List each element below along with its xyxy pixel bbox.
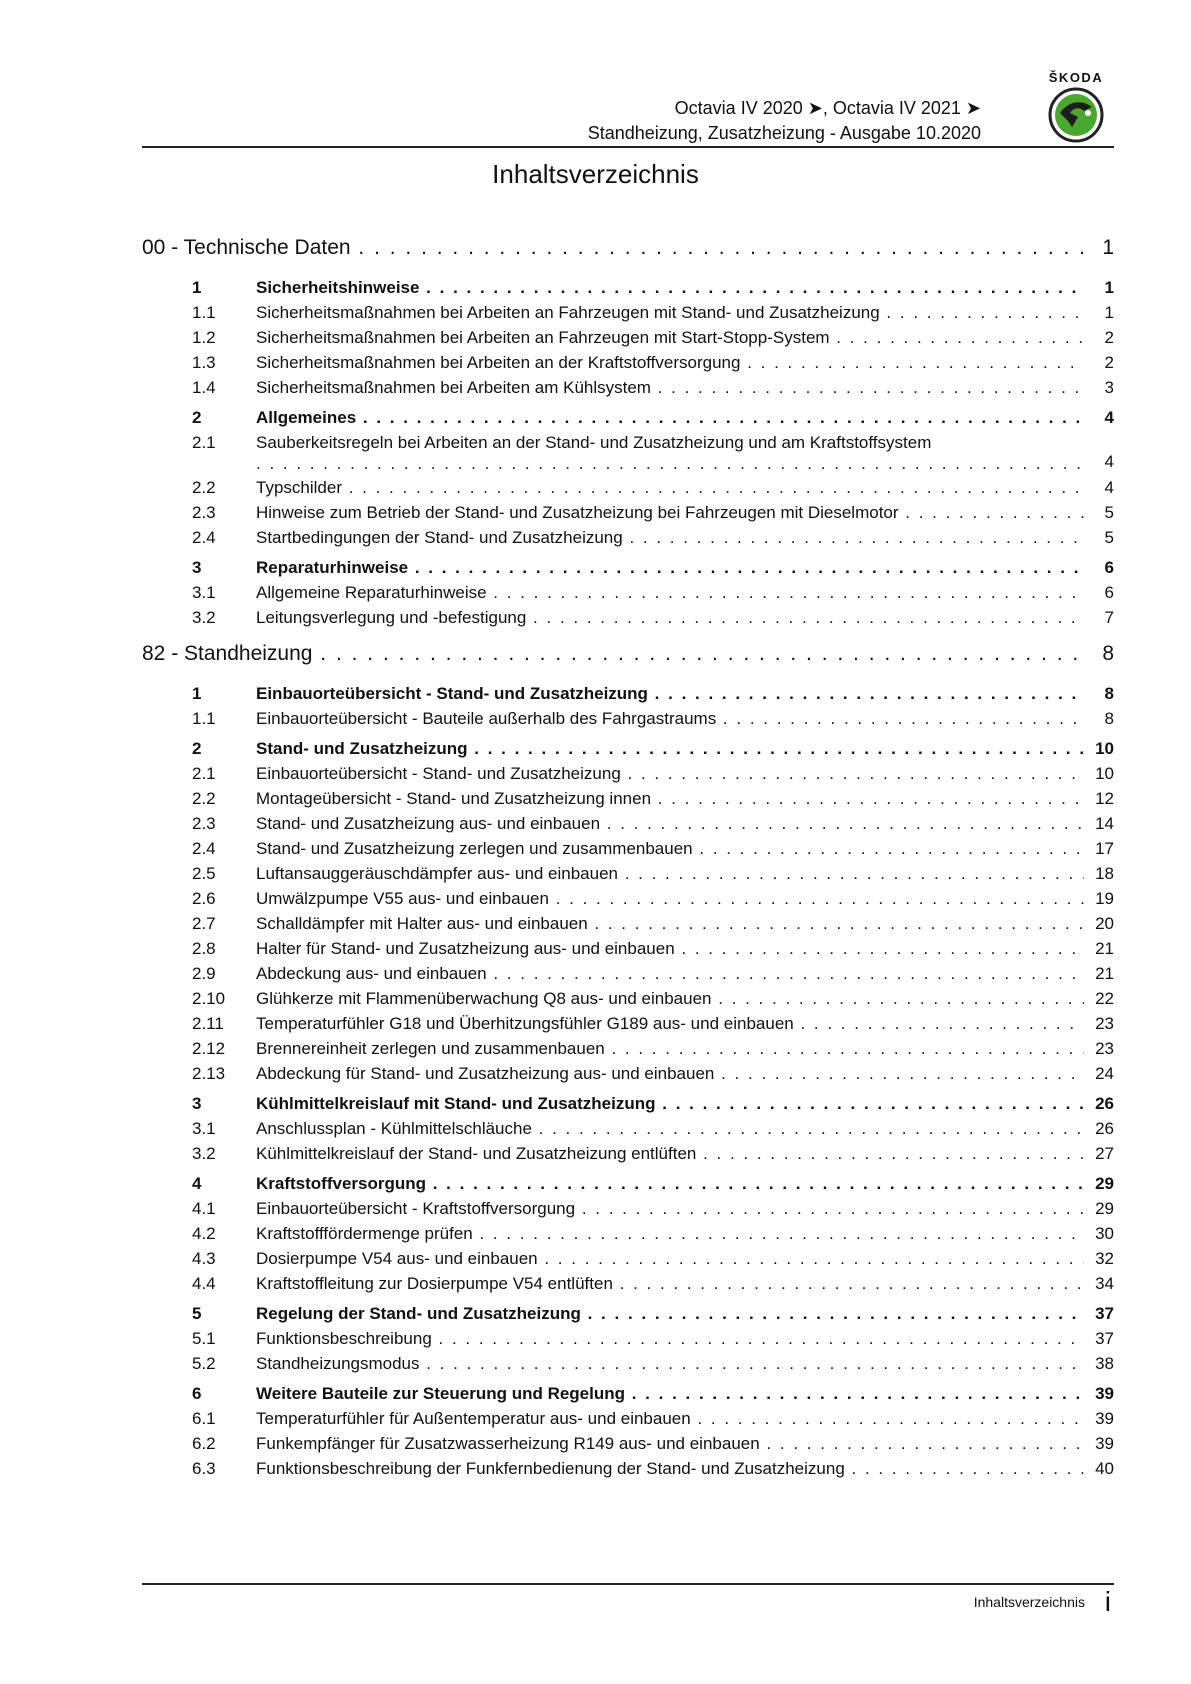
toc-entry-title: Kühlmittelkreislauf der Stand- und Zusatzheizung entlüften . . . xyxy=(256,1144,1084,1164)
toc-entry-sub[interactable] xyxy=(142,886,1114,911)
toc-entry-chapter[interactable] xyxy=(142,634,1114,676)
toc-entry-sub[interactable] xyxy=(142,861,1114,886)
toc-entry-title: Temperaturfühler für Außentemperatur aus- und einbauen . . . xyxy=(256,1409,1084,1429)
toc-entry-sub[interactable] xyxy=(142,1246,1114,1271)
toc-entry-number: 1.1 xyxy=(192,303,216,322)
toc-entry-title: Stand- und Zusatzheizung . . . xyxy=(256,739,1084,759)
toc-entry-sub[interactable] xyxy=(142,580,1114,605)
toc-entry-title: Reparaturhinweise . . . xyxy=(256,558,1084,578)
toc-entry-page: 14 xyxy=(1095,814,1114,833)
toc-entry-number: 2.2 xyxy=(192,789,216,808)
toc-entry-page: 24 xyxy=(1095,1064,1114,1083)
toc-entry-page: 10 xyxy=(1095,764,1114,783)
toc-entry-title: Weitere Bauteile zur Steuerung und Regelung . . . xyxy=(256,1384,1084,1404)
toc-entry-title: Sauberkeitsregeln bei Arbeiten an der Stand- und Zusatzheizung und am Kraftstoffsystem xyxy=(256,433,932,452)
toc-entry-number: 4 xyxy=(192,1174,202,1193)
toc-entry-title: Typschilder . . . xyxy=(256,478,1084,498)
toc-entry-number: 2.7 xyxy=(192,914,216,933)
toc-entry-title: Einbauorteübersicht - Stand- und Zusatzheizung . . . xyxy=(256,684,1084,704)
toc-entry-page: 38 xyxy=(1095,1354,1114,1373)
toc-entry-title: Funktionsbeschreibung . . . xyxy=(256,1329,1084,1349)
toc-entry-page: 1 xyxy=(1104,303,1114,322)
toc-entry-page: 1 xyxy=(1102,236,1114,259)
toc-entry-page: 17 xyxy=(1095,839,1114,858)
toc-entry-number: 4.4 xyxy=(192,1274,216,1293)
toc-entry-page: 39 xyxy=(1095,1409,1114,1428)
toc-entry-number: 3 xyxy=(192,558,202,577)
toc-entry-number: 6 xyxy=(192,1384,202,1403)
brand-wordmark: ŠKODA xyxy=(1048,70,1104,85)
toc-entry-page: 2 xyxy=(1104,328,1114,347)
toc-entry-sub[interactable] xyxy=(142,1141,1114,1166)
toc-entry-page: 5 xyxy=(1104,528,1114,547)
toc-entry-title: Kraftstofffördermenge prüfen . . . xyxy=(256,1224,1084,1244)
toc-entry-sub[interactable] xyxy=(142,961,1114,986)
toc-entry-page: 22 xyxy=(1095,989,1114,1008)
toc-entry-sub[interactable] xyxy=(142,525,1114,550)
toc-entry-title: Einbauorteübersicht - Kraftstoffversorgung . . . xyxy=(256,1199,1084,1219)
toc-entry-number: 3 xyxy=(192,1094,202,1113)
toc-entry-sub[interactable] xyxy=(142,1431,1114,1456)
toc-entry-page: 39 xyxy=(1095,1384,1114,1403)
toc-entry-number: 2.3 xyxy=(192,814,216,833)
toc-entry-number: 5 xyxy=(192,1304,202,1323)
page-title: Inhaltsverzeichnis xyxy=(492,159,699,189)
toc-entry-page: 21 xyxy=(1095,939,1114,958)
toc-entry-number: 2.13 xyxy=(192,1064,226,1083)
toc-entry-number: 1 xyxy=(192,278,202,297)
toc-entry-number: 1 xyxy=(192,684,202,703)
toc-entry-chapter[interactable] xyxy=(142,228,1114,270)
toc-entry-section[interactable] xyxy=(142,1301,1114,1326)
toc-entry-number: 2.2 xyxy=(192,478,216,497)
table-of-contents xyxy=(142,224,1114,1481)
toc-entry-page: 40 xyxy=(1095,1459,1114,1478)
toc-entry-page: 39 xyxy=(1095,1434,1114,1453)
toc-dot-leader xyxy=(256,454,1084,474)
toc-entry-title: Umwälzpumpe V55 aus- und einbauen . . . xyxy=(256,889,1084,909)
toc-entry-number: 2.8 xyxy=(192,939,216,958)
toc-entry-page: 6 xyxy=(1104,583,1114,602)
toc-entry-page: 8 xyxy=(1104,684,1114,703)
toc-entry-title: Startbedingungen der Stand- und Zusatzheizung . . . xyxy=(256,528,1084,548)
toc-entry-sub[interactable] xyxy=(142,1351,1114,1376)
toc-entry-sub[interactable] xyxy=(142,1456,1114,1481)
toc-entry-sub[interactable] xyxy=(142,986,1114,1011)
toc-entry-title: Anschlussplan - Kühlmittelschläuche . . . xyxy=(256,1119,1084,1139)
toc-entry-title: Funktionsbeschreibung der Funkfernbedienung der Stand- und Zusatzheizung . . . xyxy=(256,1459,1084,1479)
toc-entry-number: 1.2 xyxy=(192,328,216,347)
toc-entry-sub[interactable] xyxy=(142,1061,1114,1086)
toc-entry-page: 30 xyxy=(1095,1224,1114,1243)
toc-entry-page: 2 xyxy=(1104,353,1114,372)
toc-entry-number: 2.3 xyxy=(192,503,216,522)
toc-entry-title: Sicherheitsmaßnahmen bei Arbeiten an Fahrzeugen mit Start-Stopp-System . . . xyxy=(256,328,1084,348)
toc-entry-title: Halter für Stand- und Zusatzheizung aus- und einbauen . . . xyxy=(256,939,1084,959)
toc-entry-page: 23 xyxy=(1095,1014,1114,1033)
toc-entry-page: 8 xyxy=(1102,642,1114,665)
toc-entry-number: 2 xyxy=(192,408,202,427)
footer-divider xyxy=(142,1583,1114,1585)
toc-entry-title: 00 - Technische Daten . . . xyxy=(142,236,1084,260)
toc-entry-sub[interactable] xyxy=(142,475,1114,500)
toc-entry-page: 34 xyxy=(1095,1274,1114,1293)
toc-entry-page: 29 xyxy=(1095,1199,1114,1218)
toc-entry-page: 5 xyxy=(1104,503,1114,522)
toc-entry-sub[interactable] xyxy=(142,911,1114,936)
toc-entry-sub[interactable] xyxy=(142,1221,1114,1246)
toc-entry-page: 26 xyxy=(1095,1119,1114,1138)
toc-entry-sub[interactable] xyxy=(142,1036,1114,1061)
toc-entry-page: 23 xyxy=(1095,1039,1114,1058)
toc-entry-section[interactable] xyxy=(142,1171,1114,1196)
toc-entry-number: 2.5 xyxy=(192,864,216,883)
toc-entry-number: 2.4 xyxy=(192,528,216,547)
document-header xyxy=(588,96,981,146)
toc-entry-number: 2.6 xyxy=(192,889,216,908)
toc-entry-number: 1.3 xyxy=(192,353,216,372)
toc-entry-page: 27 xyxy=(1095,1144,1114,1163)
toc-entry-title: Luftansauggeräuschdämpfer aus- und einbauen . . . xyxy=(256,864,1084,884)
toc-entry-page: 29 xyxy=(1095,1174,1114,1193)
toc-entry-title: Abdeckung für Stand- und Zusatzheizung aus- und einbauen . . . xyxy=(256,1064,1084,1084)
toc-entry-page: 1 xyxy=(1104,278,1114,297)
toc-entry-sub[interactable] xyxy=(142,706,1114,731)
skoda-emblem-icon xyxy=(1048,87,1104,143)
toc-entry-page: 21 xyxy=(1095,964,1114,983)
toc-entry-number: 3.2 xyxy=(192,1144,216,1163)
toc-entry-page: 3 xyxy=(1104,378,1114,397)
toc-entry-sub[interactable] xyxy=(142,936,1114,961)
toc-entry-page: 4 xyxy=(1104,478,1114,497)
toc-entry-number: 2.1 xyxy=(192,764,216,783)
toc-entry-title: Standheizungsmodus . . . xyxy=(256,1354,1084,1374)
toc-entry-number: 4.3 xyxy=(192,1249,216,1268)
toc-entry-number: 4.1 xyxy=(192,1199,216,1218)
toc-entry-page: 37 xyxy=(1095,1329,1114,1348)
toc-entry-section[interactable] xyxy=(142,681,1114,706)
toc-entry-title: Hinweise zum Betrieb der Stand- und Zusatzheizung bei Fahrzeugen mit Dieselmotor . . . xyxy=(256,503,1084,523)
toc-entry-number: 2.12 xyxy=(192,1039,226,1058)
toc-entry-number: 3.2 xyxy=(192,608,216,627)
toc-entry-sub[interactable] xyxy=(142,605,1114,630)
toc-entry-number: 2.4 xyxy=(192,839,216,858)
toc-entry-page: 19 xyxy=(1095,889,1114,908)
toc-entry-page: 6 xyxy=(1104,558,1114,577)
toc-entry-number: 1.4 xyxy=(192,378,216,397)
header-subject-line: Standheizung, Zusatzheizung - Ausgabe 10.2020 xyxy=(587,123,981,143)
toc-entry-title: 82 - Standheizung . . . xyxy=(142,642,1084,666)
toc-entry-number: 2.11 xyxy=(192,1014,224,1033)
toc-entry-sub[interactable] xyxy=(142,786,1114,811)
header-model-line: Octavia IV 2020 ➤, Octavia IV 2021 ➤ xyxy=(674,98,981,118)
toc-entry-title: Sicherheitshinweise . . . xyxy=(256,278,1084,298)
toc-entry-title: Sicherheitsmaßnahmen bei Arbeiten an Fahrzeugen mit Stand- und Zusatzheizung . . . xyxy=(256,303,1084,323)
toc-entry-section[interactable] xyxy=(142,555,1114,580)
toc-entry-title: Kühlmittelkreislauf mit Stand- und Zusatzheizung . . . xyxy=(256,1094,1084,1114)
toc-entry-number: 3.1 xyxy=(192,583,216,602)
toc-entry-page: 32 xyxy=(1095,1249,1114,1268)
toc-entry-page: 18 xyxy=(1095,864,1114,883)
toc-entry-title: Kraftstoffversorgung . . . xyxy=(256,1174,1084,1194)
toc-entry-number: 5.2 xyxy=(192,1354,216,1373)
toc-entry-title: Brennereinheit zerlegen und zusammenbauen . . . xyxy=(256,1039,1084,1059)
toc-entry-section[interactable] xyxy=(142,1381,1114,1406)
footer-label: Inhaltsverzeichnis xyxy=(973,1594,1085,1610)
toc-entry-title: Sicherheitsmaßnahmen bei Arbeiten am Kühlsystem . . . xyxy=(256,378,1084,398)
toc-entry-number: 2.10 xyxy=(192,989,226,1008)
toc-entry-title: Stand- und Zusatzheizung aus- und einbauen . . . xyxy=(256,814,1084,834)
toc-entry-page: 8 xyxy=(1104,709,1114,728)
toc-entry-number: 2 xyxy=(192,739,202,758)
toc-entry-title: Funkempfänger für Zusatzwasserheizung R149 aus- und einbauen . . . xyxy=(256,1434,1084,1454)
toc-entry-page: 10 xyxy=(1095,739,1114,758)
toc-entry-page: 37 xyxy=(1095,1304,1114,1323)
toc-entry-number: 6.2 xyxy=(192,1434,216,1453)
toc-entry-number: 3.1 xyxy=(192,1119,216,1138)
toc-entry-wrap[interactable] xyxy=(142,430,1114,475)
toc-entry-title: Montageübersicht - Stand- und Zusatzheizung innen . . . xyxy=(256,789,1084,809)
toc-entry-sub[interactable] xyxy=(142,325,1114,350)
toc-entry-section[interactable] xyxy=(142,736,1114,761)
toc-entry-page: 12 xyxy=(1095,789,1114,808)
toc-entry-title: Einbauorteübersicht - Bauteile außerhalb des Fahrgastraums . . . xyxy=(256,709,1084,729)
toc-entry-title: Schalldämpfer mit Halter aus- und einbauen . . . xyxy=(256,914,1084,934)
toc-entry-title: Allgemeines . . . xyxy=(256,408,1084,428)
toc-entry-sub[interactable] xyxy=(142,811,1114,836)
toc-entry-title: Abdeckung aus- und einbauen . . . xyxy=(256,964,1084,984)
header-divider xyxy=(142,146,1114,148)
toc-entry-sub[interactable] xyxy=(142,375,1114,400)
toc-entry-number: 2.9 xyxy=(192,964,216,983)
toc-entry-title: Sicherheitsmaßnahmen bei Arbeiten an der Kraftstoffversorgung . . . xyxy=(256,353,1084,373)
toc-entry-sub[interactable] xyxy=(142,1011,1114,1036)
toc-entry-title: Allgemeine Reparaturhinweise . . . xyxy=(256,583,1084,603)
toc-entry-title: Stand- und Zusatzheizung zerlegen und zusammenbauen . . . xyxy=(256,839,1084,859)
toc-entry-number: 6.1 xyxy=(192,1409,216,1428)
toc-entry-title: Dosierpumpe V54 aus- und einbauen . . . xyxy=(256,1249,1084,1269)
toc-entry-title: Leitungsverlegung und -befestigung . . . xyxy=(256,608,1084,628)
toc-entry-sub[interactable] xyxy=(142,836,1114,861)
toc-entry-page: 20 xyxy=(1095,914,1114,933)
toc-entry-number: 2.1 xyxy=(192,433,216,452)
toc-entry-title: Glühkerze mit Flammenüberwachung Q8 aus- und einbauen . . . xyxy=(256,989,1084,1009)
toc-entry-number: 5.1 xyxy=(192,1329,216,1348)
toc-entry-page: 7 xyxy=(1104,608,1114,627)
toc-entry-title: Kraftstoffleitung zur Dosierpumpe V54 entlüften . . . xyxy=(256,1274,1084,1294)
toc-entry-sub[interactable] xyxy=(142,500,1114,525)
toc-entry-title: Einbauorteübersicht - Stand- und Zusatzheizung . . . xyxy=(256,764,1084,784)
toc-entry-sub[interactable] xyxy=(142,1326,1114,1351)
toc-entry-sub[interactable] xyxy=(142,1271,1114,1296)
footer-page-number: i xyxy=(1104,1586,1111,1617)
toc-entry-page: 4 xyxy=(1104,408,1114,427)
toc-entry-sub[interactable] xyxy=(142,1116,1114,1141)
toc-entry-sub[interactable] xyxy=(142,1406,1114,1431)
toc-entry-page: 4 xyxy=(1104,452,1114,471)
toc-entry-sub[interactable] xyxy=(142,1196,1114,1221)
toc-entry-number: 4.2 xyxy=(192,1224,216,1243)
toc-entry-sub[interactable] xyxy=(142,761,1114,786)
toc-entry-number: 1.1 xyxy=(192,709,216,728)
toc-entry-title: Temperaturfühler G18 und Überhitzungsfühler G189 aus- und einbauen . . . xyxy=(256,1014,1084,1034)
toc-entry-title: Regelung der Stand- und Zusatzheizung . . . xyxy=(256,1304,1084,1324)
toc-entry-section[interactable] xyxy=(142,1091,1114,1116)
skoda-logo xyxy=(1038,70,1114,143)
toc-entry-number: 6.3 xyxy=(192,1459,216,1478)
toc-entry-sub[interactable] xyxy=(142,350,1114,375)
toc-entry-page: 26 xyxy=(1095,1094,1114,1113)
toc-entry-section[interactable] xyxy=(142,275,1114,300)
toc-entry-section[interactable] xyxy=(142,405,1114,430)
toc-entry-sub[interactable] xyxy=(142,300,1114,325)
